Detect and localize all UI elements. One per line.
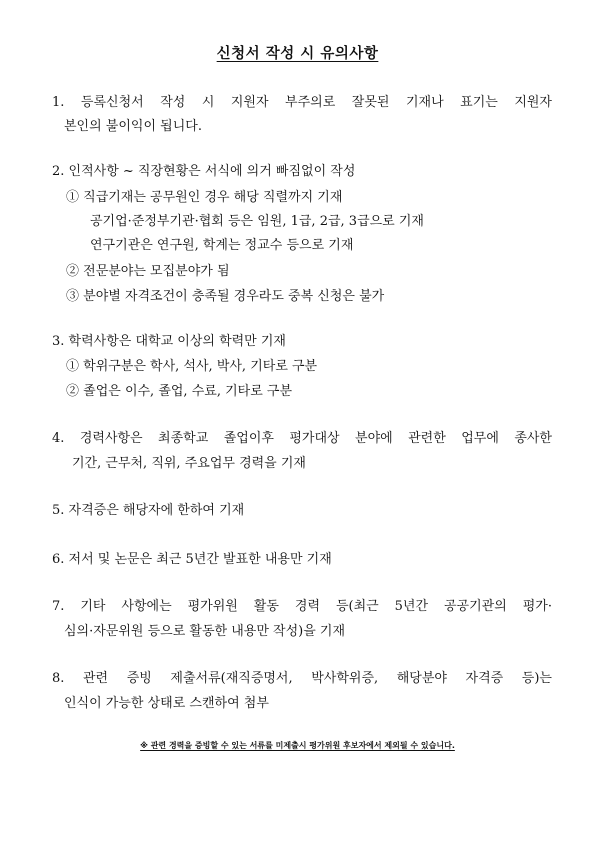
section-3-heading: 3. 학력사항은 대학교 이상의 학력만 기재 [52,334,286,349]
section-5-line-1: 5. 자격증은 해당자에 한하여 기재 [52,503,245,518]
section-2-heading: 2. 인적사항 ~ 직장현황은 서식에 의거 빠짐없이 작성 [52,164,356,179]
section-4-line-1: 4. 경력사항은 최종학교 졸업이후 평가대상 분야에 관련한 업무에 종사한 [52,431,552,446]
section-8-line-2: 인식이 가능한 상태로 스캔하여 첨부 [64,696,269,711]
section-1-line-2: 본인의 불이익이 됩니다. [64,119,202,134]
section-2-item-3: ③ 분야별 자격조건이 충족될 경우라도 중복 신청은 불가 [66,289,385,304]
section-3-item-2: ② 졸업은 이수, 졸업, 수료, 기타로 구분 [66,384,293,399]
section-8-line-1: 8. 관련 증빙 제출서류(재직증명서, 박사학위증, 해당분야 자격증 등)는 [52,671,552,686]
section-2-item-1-sub-2: 연구기관은 연구원, 학계는 정교수 등으로 기재 [90,238,354,253]
section-3-item-1: ① 학위구분은 학사, 석사, 박사, 기타로 구분 [66,359,318,374]
section-7-line-2: 심의·자문위원 등으로 활동한 내용만 작성)을 기재 [64,624,346,639]
page-title: 신청서 작성 시 유의사항 [216,45,379,62]
section-7-line-1: 7. 기타 사항에는 평가위원 활동 경력 등(최근 5년간 공공기관의 평가· [52,599,552,614]
section-2-item-2: ② 전문분야는 모집분야가 됨 [66,264,230,279]
section-2-item-1-sub-1: 공기업·준정부기관·협회 등은 임원, 1급, 2급, 3급으로 기재 [90,214,424,229]
section-1-line-1: 1. 등록신청서 작성 시 지원자 부주의로 잘못된 기재나 표기는 지원자 [52,95,552,110]
section-4-line-2: 기간, 근무처, 직위, 주요업무 경력을 기재 [72,456,306,471]
section-2-item-1: ① 직급기재는 공무원인 경우 해당 직렬까지 기재 [66,190,343,205]
notice-text: ※ 관련 경력을 증빙할 수 있는 서류를 미제출시 평가위원 후보자에서 제외될 수 있습니다. [140,741,455,750]
section-6-line-1: 6. 저서 및 논문은 최근 5년간 발표한 내용만 기재 [52,552,332,567]
